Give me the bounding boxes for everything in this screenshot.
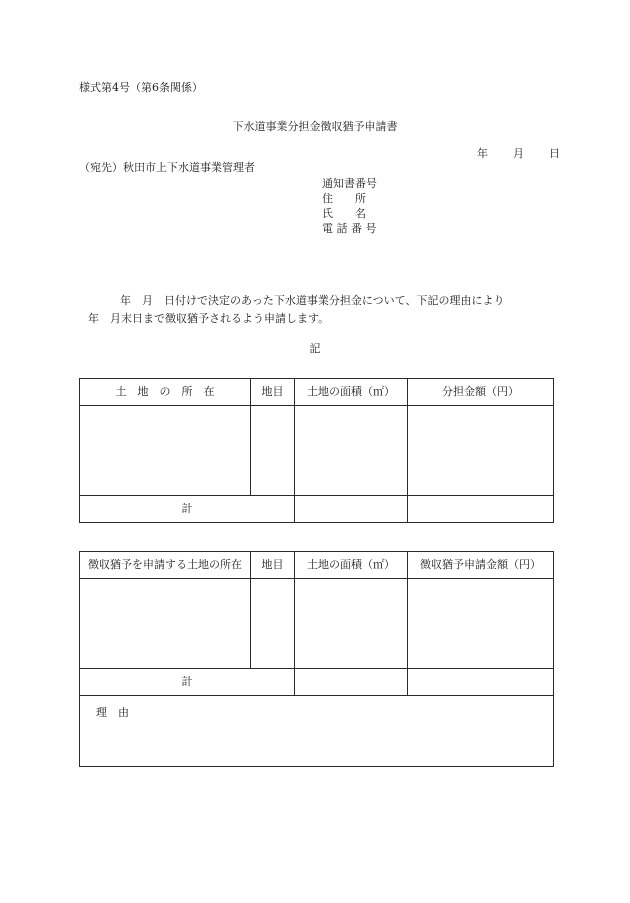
header-land-area: 土地の面積（㎡） (295, 552, 408, 579)
addressee: （宛先）秋田市上下水道事業管理者 (79, 161, 255, 174)
phone-label: 電 話 番 号 (322, 222, 377, 235)
application-statement (88, 292, 504, 328)
notice-number-label: 通知書番号 (322, 177, 377, 190)
date-day: 日 (549, 147, 560, 160)
total-label: 計 (80, 669, 295, 696)
deferral-location-cell[interactable] (80, 579, 251, 669)
land-area-cell[interactable] (295, 579, 408, 669)
date-line (477, 148, 560, 159)
reason-label: 理 由 (96, 706, 129, 719)
header-land-area: 土地の面積（㎡） (295, 379, 408, 406)
statement-line-1: 年 月 日付けで決定のあった下水道事業分担金について、下記の理由により (120, 294, 505, 307)
total-row (80, 496, 554, 523)
name-label: 氏 名 (322, 207, 366, 220)
address-label: 住 所 (322, 192, 366, 205)
date-year: 年 (477, 147, 488, 160)
header-land-category: 地目 (251, 552, 295, 579)
header-deferral-land-location: 徴収猶予を申請する土地の所在 (80, 552, 251, 579)
total-area-cell[interactable] (295, 496, 408, 523)
header-land-location: 土 地 の 所 在 (80, 379, 251, 406)
land-category-cell[interactable] (251, 406, 295, 496)
statement-line-2: 年 月末日まで徴収猶予されるよう申請します。 (88, 312, 330, 325)
total-area-cell[interactable] (295, 669, 408, 696)
header-land-category: 地目 (251, 379, 295, 406)
form-number: 様式第4号（第6条関係） (79, 81, 203, 94)
land-category-cell[interactable] (251, 579, 295, 669)
assessment-table (79, 378, 554, 523)
table-header-row (80, 552, 554, 579)
land-area-cell[interactable] (295, 406, 408, 496)
header-assessment-amount: 分担金額（円） (408, 379, 554, 406)
land-location-cell[interactable] (80, 406, 251, 496)
table-row (80, 579, 554, 669)
total-amount-cell[interactable] (408, 669, 554, 696)
total-label: 計 (80, 496, 295, 523)
total-amount-cell[interactable] (408, 496, 554, 523)
applicant-block (322, 176, 377, 236)
assessment-amount-cell[interactable] (408, 406, 554, 496)
document-title: 下水道事業分担金徴収猶予申請書 (232, 120, 398, 133)
reason-row (80, 696, 554, 767)
table-row (80, 406, 554, 496)
deferral-amount-cell[interactable] (408, 579, 554, 669)
table-header-row (80, 379, 554, 406)
deferral-table (79, 551, 554, 767)
reason-cell[interactable] (80, 696, 554, 767)
date-month: 月 (513, 147, 524, 160)
header-deferral-amount: 徴収猶予申請金額（円） (408, 552, 554, 579)
total-row (80, 669, 554, 696)
ki-heading: 記 (309, 342, 321, 355)
